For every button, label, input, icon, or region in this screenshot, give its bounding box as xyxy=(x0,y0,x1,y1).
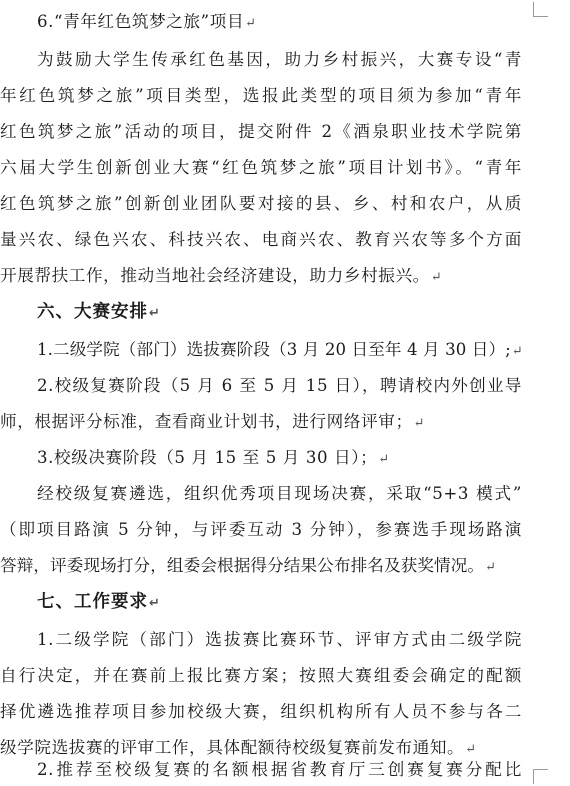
crop-mark-top-right xyxy=(533,2,548,17)
paragraph-mark-icon: ↵ xyxy=(413,416,425,431)
paragraph-line: 年红色筑梦之旅”项目类型，选报此类型的项目须为参加“青年 xyxy=(0,86,522,105)
paragraph-line: 3.校级决赛阶段（5 月 15 至 5 月 30 日）；↵ xyxy=(37,448,390,467)
paragraph-mark-icon: ↵ xyxy=(465,742,477,757)
paragraph-line: 择优遴选推荐项目参加校级大赛，组织机构所有人员不参与各二 xyxy=(0,702,522,721)
paragraph-line: 6.“青年红色筑梦之旅”项目↵ xyxy=(37,12,257,31)
paragraph-mark-icon: ↵ xyxy=(245,16,257,31)
paragraph-mark-icon: ↵ xyxy=(149,596,160,611)
paragraph-line: （即项目路演 5 分钟，与评委互动 3 分钟），参赛选手现场路演 xyxy=(0,520,522,539)
section-heading: 六、大赛安排↵ xyxy=(37,302,160,322)
paragraph-line: 红色筑梦之旅”活动的项目，提交附件 2《酒泉职业技术学院第 xyxy=(0,122,522,141)
section-heading: 七、工作要求↵ xyxy=(37,592,160,612)
paragraph-line: 量兴农、绿色兴农、科技兴农、电商兴农、教育兴农等多个方面 xyxy=(0,230,522,249)
crop-mark-bottom-right xyxy=(533,769,548,784)
paragraph-line: 开展帮扶工作，推动当地社会经济建设，助力乡村振兴。↵ xyxy=(0,266,442,285)
paragraph-mark-icon: ↵ xyxy=(511,344,523,359)
paragraph-line: 六届大学生创新创业大赛“红色筑梦之旅”项目计划书》。“青年 xyxy=(0,158,522,177)
paragraph-line: 自行决定，并在赛前上报比赛方案；按照大赛组委会确定的配额 xyxy=(0,666,522,685)
paragraph-mark-icon: ↵ xyxy=(485,560,497,575)
paragraph-mark-icon: ↵ xyxy=(378,452,390,467)
paragraph-mark-icon: ↵ xyxy=(430,270,442,285)
paragraph-line: 红色筑梦之旅”创新创业团队要对接的县、乡、村和农户，从质 xyxy=(0,194,522,213)
paragraph-line: 师，根据评分标准，查看商业计划书，进行网络评审；↵ xyxy=(0,412,425,431)
paragraph-line: 级学院选拔赛的评审工作，具体配额待校级复赛前发布通知。↵ xyxy=(0,738,477,757)
paragraph-line: 2.校级复赛阶段（5 月 6 至 5 月 15 日），聘请校内外创业导 xyxy=(37,376,522,395)
paragraph-line: 1.二级学院（部门）选拔赛比赛环节、评审方式由二级学院 xyxy=(37,630,522,649)
paragraph-line: 为鼓励大学生传承红色基因，助力乡村振兴，大赛专设“青 xyxy=(37,50,522,69)
paragraph-line: 2.推荐至校级复赛的名额根据省教育厅三创赛复赛分配比 xyxy=(37,760,522,779)
paragraph-line: 答辩，评委现场打分，组委会根据得分结果公布排名及获奖情况。↵ xyxy=(0,556,497,575)
paragraph-line: 经校级复赛遴选，组织优秀项目现场决赛，采取“5+3 模式” xyxy=(37,484,522,503)
paragraph-line: 1.二级学院（部门）选拔赛阶段（3 月 20 日至年 4 月 30 日）;↵ xyxy=(37,340,523,359)
paragraph-mark-icon: ↵ xyxy=(149,306,160,321)
